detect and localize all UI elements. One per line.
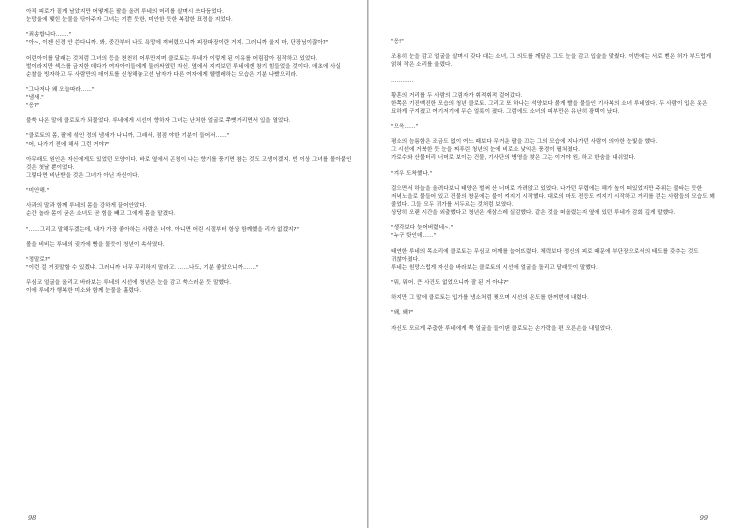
paragraph: 자신도 모르게 주춤한 루네에게 쭉 얼굴을 들이댄 클로토는 손가락을 편 오른손을 내밀었다. bbox=[391, 325, 613, 332]
paragraph: "클로토의 몸, 팔에 섞인 정의 냄새가 나니까, 그래서, 점점 야한 기분이 들어서……" "어, 나가기 전에 해서 그런 거야?" bbox=[26, 133, 230, 148]
paragraph: 어린아이를 달래는 것처럼 그녀의 등을 천천히 어루만지며 클로토는 루네가 이렇게 된 이유를 어림잡아 짐작하고 있었다. 벌이라지만 섹스를 금지한 데다가 여자아이들에게 둘러싸였던 자신. 옆에서 지켜보던 루네에겐 참기 힘들었을 것이다. 애초에 사실 순찰을 빙자하고 두 사람만의 데이트를 신청해놓고선 남자가 다른 여자에게 헬렐레하는 모습은 기분 나빴으리라. bbox=[26, 55, 341, 78]
right-page-text bbox=[391, 38, 718, 333]
paragraph: "뭐, 뭐어. 큰 사건도 없었으니까 잘 된 거 아냐?" bbox=[391, 279, 509, 286]
paragraph: "응!" bbox=[391, 39, 404, 45]
paragraph: 하지만 그 말에 클로토는 입가를 냉소처럼 찢으며 시선의 온도를 한꺼번에 내렸다. bbox=[391, 295, 589, 302]
paragraph: "정말로?" "이런 걸 거짓말할 수 있겠냐. 그러니까 너무 무리하지 말라고. ……나도, 기분 좋았으니까……." bbox=[26, 257, 259, 272]
paragraph: 태연한 루네의 목소리에 클로토는 무심코 어깨를 늘어뜨렸다. 체력보다 정신의 피로 때문에 부단장으로서의 태도를 갖추는 것도 귀찮아졌다. 루네는 원망스럽게 자신을 바라보는 클로토의 시선에 얼굴을 돌리고 달래듯이 말했다. bbox=[391, 248, 699, 271]
paragraph: "왜, 왜?" bbox=[391, 310, 414, 317]
paragraph: "죄송합니다……." "아~, 이젠 신경 안 쓴다니까. 봐, 중간부터 나도 욕망에 져버렸으니까 피장파장이란 거지. 그러니까 울지 마, 단장님이잖아?" bbox=[26, 32, 329, 47]
paragraph: "그나저나 왜 오늘따라……" "냄새." "응?" bbox=[26, 86, 95, 109]
paragraph: "미안해." bbox=[26, 188, 50, 195]
paragraph: "으윽……" bbox=[391, 124, 419, 131]
paragraph: 불쑥 나온 말에 클로토가 되물었다. 루네에게 시선이 향하자 그녀는 난처한 얼굴로 쭈뼛거리면서 입을 열었다. bbox=[26, 118, 291, 125]
paragraph: 무심코 얼굴을 올리고 바라보는 루네의 시선에 청년은 눈을 감고 쑥스러운 듯 말했다. 이에 루네가 행복한 미소와 함께 눈물을 흘렸다. bbox=[26, 280, 232, 295]
paragraph: 조용히 눈을 감고 얼굴을 살며시 갖다 대는 소녀, 그 의도를 깨달은 그도 눈을 감고 입술을 맞췄다. 이번에는 서로 뻔은 허가 부드럽게 얽혀 작은 소리를 울렸다. bbox=[391, 54, 713, 69]
paragraph: "……그리고 말해두겠는데, 내가 가장 좋아하는 사람은 너야. 아니면 어린 시절부터 항상 함께했을 리가 없겠지?" bbox=[26, 226, 299, 233]
paragraph: 아무래도 원인은 자신에게도 있었던 모양이다. 바로 옆에서 곤칭이 나는 향기를 풍기면 참는 것도 고생이겠지. 빈 이상 그녀를 몰아붙인 것은 첫날 뿐이었다. 그렇다면 비난받을 것은 그녀가 아닌 자신이다. bbox=[26, 156, 352, 179]
left-page bbox=[0, 0, 367, 528]
left-page-text bbox=[26, 8, 353, 295]
paragraph: "겨우 도착했나." bbox=[391, 170, 433, 177]
left-page-number: 98 bbox=[28, 514, 37, 522]
paragraph: ………… bbox=[391, 77, 414, 84]
paragraph: "생각보다 늦어버렸네~." "누구 탓인데……" bbox=[391, 225, 454, 240]
paragraph: 아직 피로가 짙게 남았지만 어떻게든 팔을 올려 루네의 머리를 살며시 쓰다듬었다. 눈망울에 맺힌 눈물을 닦아주자 그녀는 기쁜 듯한, 미안한 듯한 복잡한 표정을 지었다. bbox=[26, 9, 233, 24]
paragraph: 사과의 말과 함께 루네의 몸을 강하게 끌어안았다. 순간 놀라 몸이 굳은 소녀도 곧 힘을 빼고 그에게 몸을 맡겼다. bbox=[26, 203, 176, 218]
paragraph: 걸으면서 하늘을 올려다보니 태양은 벌써 산 너머로 가려앉고 있었다. 나가던 무렵에는 해가 높이 떠있었지만 주위는 불타는 듯한 저녁노을로 물들어 있고 건물의 창문에는 불이 켜지기 시작했다. 대로의 마도 전등도 켜지기 시작하고 거리를 걷는 사람들의 모습도 꽤 줄었다. 그들 모두 귀가를 서두르는 것처럼 보였다. 상당히 오랜 시간을 외출했다고 청년은 새삼스레 실감했다. 같은 것을 떠올렸는지 옆에 있던 루네가 감회 깊게 말했다. bbox=[391, 185, 715, 217]
paragraph: 볼을 비비는 루네의 귓가에 빵을 물듯이 청년이 속삭였다. bbox=[26, 241, 165, 248]
right-page-number: 99 bbox=[699, 514, 708, 522]
paragraph: 황혼의 거리를 두 사람의 그림자가 휘적휘적 걸어갔다. 한쪽은 기진맥진한 모습의 청년 클로토. 그리고 또 하나는 석양보다 붉게 빨을 물들인 기사복의 소녀 루네였다. 두 사람이 입은 옷은 묘하게 구겨졌고 여기저기에 무슨 얼룩이 졌다. 그럼에도 소녀의 피부만은 유난히 광택이 났다. bbox=[391, 92, 708, 115]
right-page bbox=[369, 0, 736, 528]
paragraph: 평소의 늠름함은 조금도 없이 여느 때보다 무거운 팔을 끄는 그의 모습에 지나가던 사람이 의아한 눈빛을 했다. 그 시선에 거북한 듯 눈을 찌푸린 청년의 눈에 비로소 낯익은 풍경이 펼쳐졌다. 가로수와 산물터리 너머로 보이는 건물, 기사단의 병영을 찾은 그는 이거야 원, 하고 한숨을 내쉬었다. bbox=[391, 139, 658, 162]
